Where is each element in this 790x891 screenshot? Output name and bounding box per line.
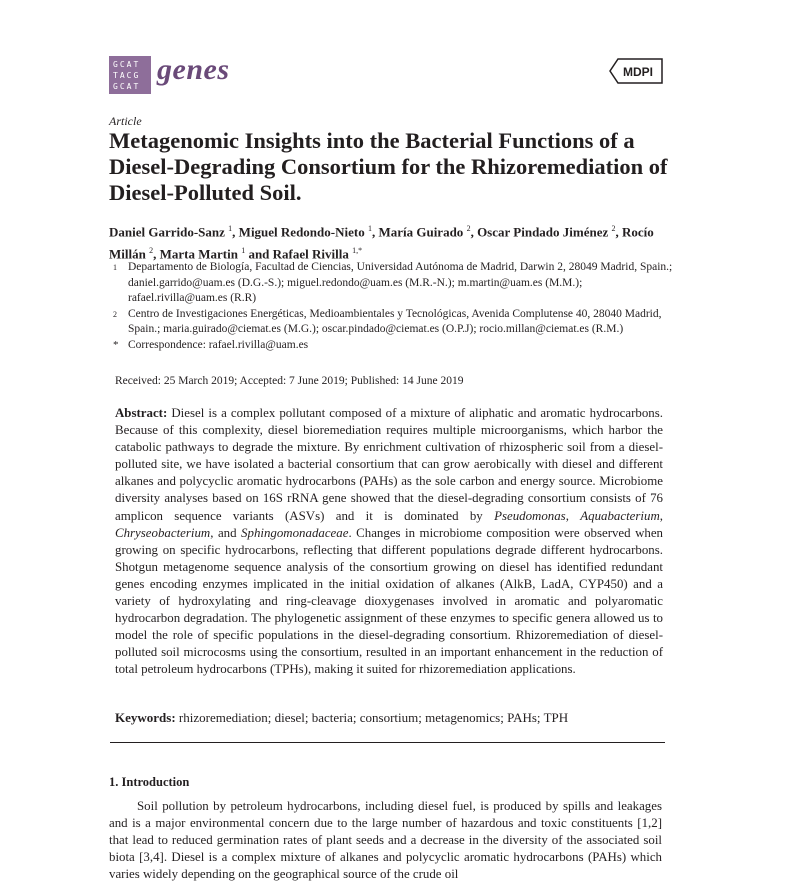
keywords [115, 710, 663, 726]
genus-name: Chryseobacterium [115, 525, 211, 540]
genus-name: Sphingomonadaceae [241, 525, 349, 540]
article-type: Article [109, 114, 142, 128]
author: Rafael Rivilla [272, 246, 349, 262]
abstract-text: . Changes in microbiome composition were observed when growing on specific hydrocarbons, reflecting that different populations degrade different hydrocarbons. Shotgun metagenome sequence analysis of the consortium growing on diesel has identified redundant genes encoding enzymes implicated in the initial oxidation of alkanes (AlkB, LadA, CYP450) and a variety of hydroxylating and ring-cleavage dioxygenases involved in aromatic and polyaromatic hydrocarbon degradation. The phylogenetic assignment of these enzymes to specific genera allowed us to model the role of specific populations in the diesel-degrading consortium. Rhizoremediation of diesel-polluted soil microcosms using the consortium, resulted in an important enhancement in the reduction of total petroleum hydrocarbons (TPHs), making it suited for rhizoremediation applications. [115, 525, 664, 677]
publisher-name: MDPI [623, 65, 653, 79]
abstract-text: Diesel is a complex pollutant composed of a mixture of aliphatic and aromatic hydrocarbons. Because of this complexity, diesel bioremediation requires multiple microorganisms, which harbor the catabolic pathways to degrade the mixture. By enrichment cultivation of rhizospheric soil from a diesel-polluted site, we have isolated a bacterial consortium that can grow aerobically with diesel and different alkanes and polycyclic aromatic hydrocarbons (PAHs) as the sole carbon and energy source. Microbiome diversity analyses based on 16S rRNA gene showed that the diesel-degrading consortium consists of 76 amplicon sequence variants (ASVs) and it is dominated by [115, 406, 663, 523]
affiliation-mark: * [113, 338, 119, 351]
author: Rocío Millán [109, 224, 654, 262]
affiliation-text: Departamento de Biología, Facultad de Ciencias, Universidad Autónoma de Madrid, Darwin 2, 28049 Madrid, Spain.; daniel.garrido@uam.es (D.G.-S.); miguel.redondo@uam.es (M.R.-N.); m.martin@uam.es (M.M.); rafael.rivilla@uam.es (R.R) [128, 261, 673, 304]
correspondence [113, 338, 673, 354]
author-affiliation-mark: 1,* [352, 246, 363, 256]
abstract-text: , [659, 508, 663, 523]
affiliation [113, 260, 673, 307]
journal-name: genes [157, 53, 230, 86]
affiliation-mark: 1 [113, 263, 117, 272]
author-affiliation-mark: 2 [149, 246, 154, 256]
logo-text: GCAT TACG GCAT [113, 60, 141, 91]
abstract-label: Abstract: [115, 406, 168, 420]
abstract-text: , [565, 508, 581, 523]
author-affiliation-mark: 2 [611, 224, 616, 233]
author: María Guirado [378, 224, 464, 240]
author: Miguel Redondo-Nieto [238, 224, 365, 240]
publication-dates: Received: 25 March 2019; Accepted: 7 June 2019; Published: 14 June 2019 [115, 375, 464, 387]
affiliation-mark: 2 [113, 309, 117, 319]
abstract [115, 405, 663, 679]
publisher-logo [608, 56, 664, 86]
author-affiliation-mark: 1 [367, 224, 372, 233]
keywords-label: Keywords: [115, 710, 176, 725]
genus-name: Aquabacterium [580, 508, 660, 523]
paper-title: Metagenomic Insights into the Bacterial Functions of a Diesel-Degrading Consortium for the Rhizoremediation of Diesel-Polluted Soil. [109, 128, 668, 205]
correspondence-text: Correspondence: rafael.rivilla@uam.es [128, 338, 309, 351]
affiliation-list [113, 260, 673, 353]
journal-logo [109, 56, 151, 94]
author-affiliation-mark: 1 [241, 246, 246, 256]
affiliation [113, 307, 673, 338]
keywords-text: rhizoremediation; diesel; bacteria; consortium; metagenomics; PAHs; TPH [178, 710, 569, 725]
author-list: Daniel Garrido-Sanz $^1$, Miguel Redondo-Nieto $^1$, María Guirado $^2$, Oscar Pindado Jiménez $^2$, Rocío Millán $^2$, Marta Martin $^1$ and Rafael Rivilla $^{1,*}$ [109, 224, 654, 262]
author-affiliation-mark: 2 [466, 224, 471, 233]
abstract-text: , and [210, 525, 242, 540]
author: Daniel Garrido-Sanz [109, 224, 225, 240]
author: Marta Martin [159, 246, 238, 262]
section-divider [110, 742, 665, 743]
affiliation-text: Centro de Investigaciones Energéticas, Medioambientales y Tecnológicas, Avenida Complutense 40, 28040 Madrid, Spain.; maria.guirado@ciemat.es (M.G.); oscar.pindado@ciemat.es (O.P.J); rocio.millan@ciemat.es (R.M.) [128, 307, 662, 335]
author-affiliation-mark: 1 [228, 224, 233, 233]
introduction-text: Soil pollution by petroleum hydrocarbons, including diesel fuel, is produced by spills and leakages and is a major environmental concern due to the large number of hazardous and toxic constituents [1,2] that lead to reduced germination rates of plant seeds and a decrease in the diversity of the associated soil biota [3,4]. Diesel is a complex mixture of alkanes and polycyclic aromatic hydrocarbons (PAHs) which varies widely depending on the geographical source of the crude oil [109, 799, 662, 882]
genus-name: Pseudomonas [494, 508, 566, 523]
section-heading: 1. Introduction [109, 775, 190, 789]
author: Oscar Pindado Jiménez [477, 224, 609, 240]
